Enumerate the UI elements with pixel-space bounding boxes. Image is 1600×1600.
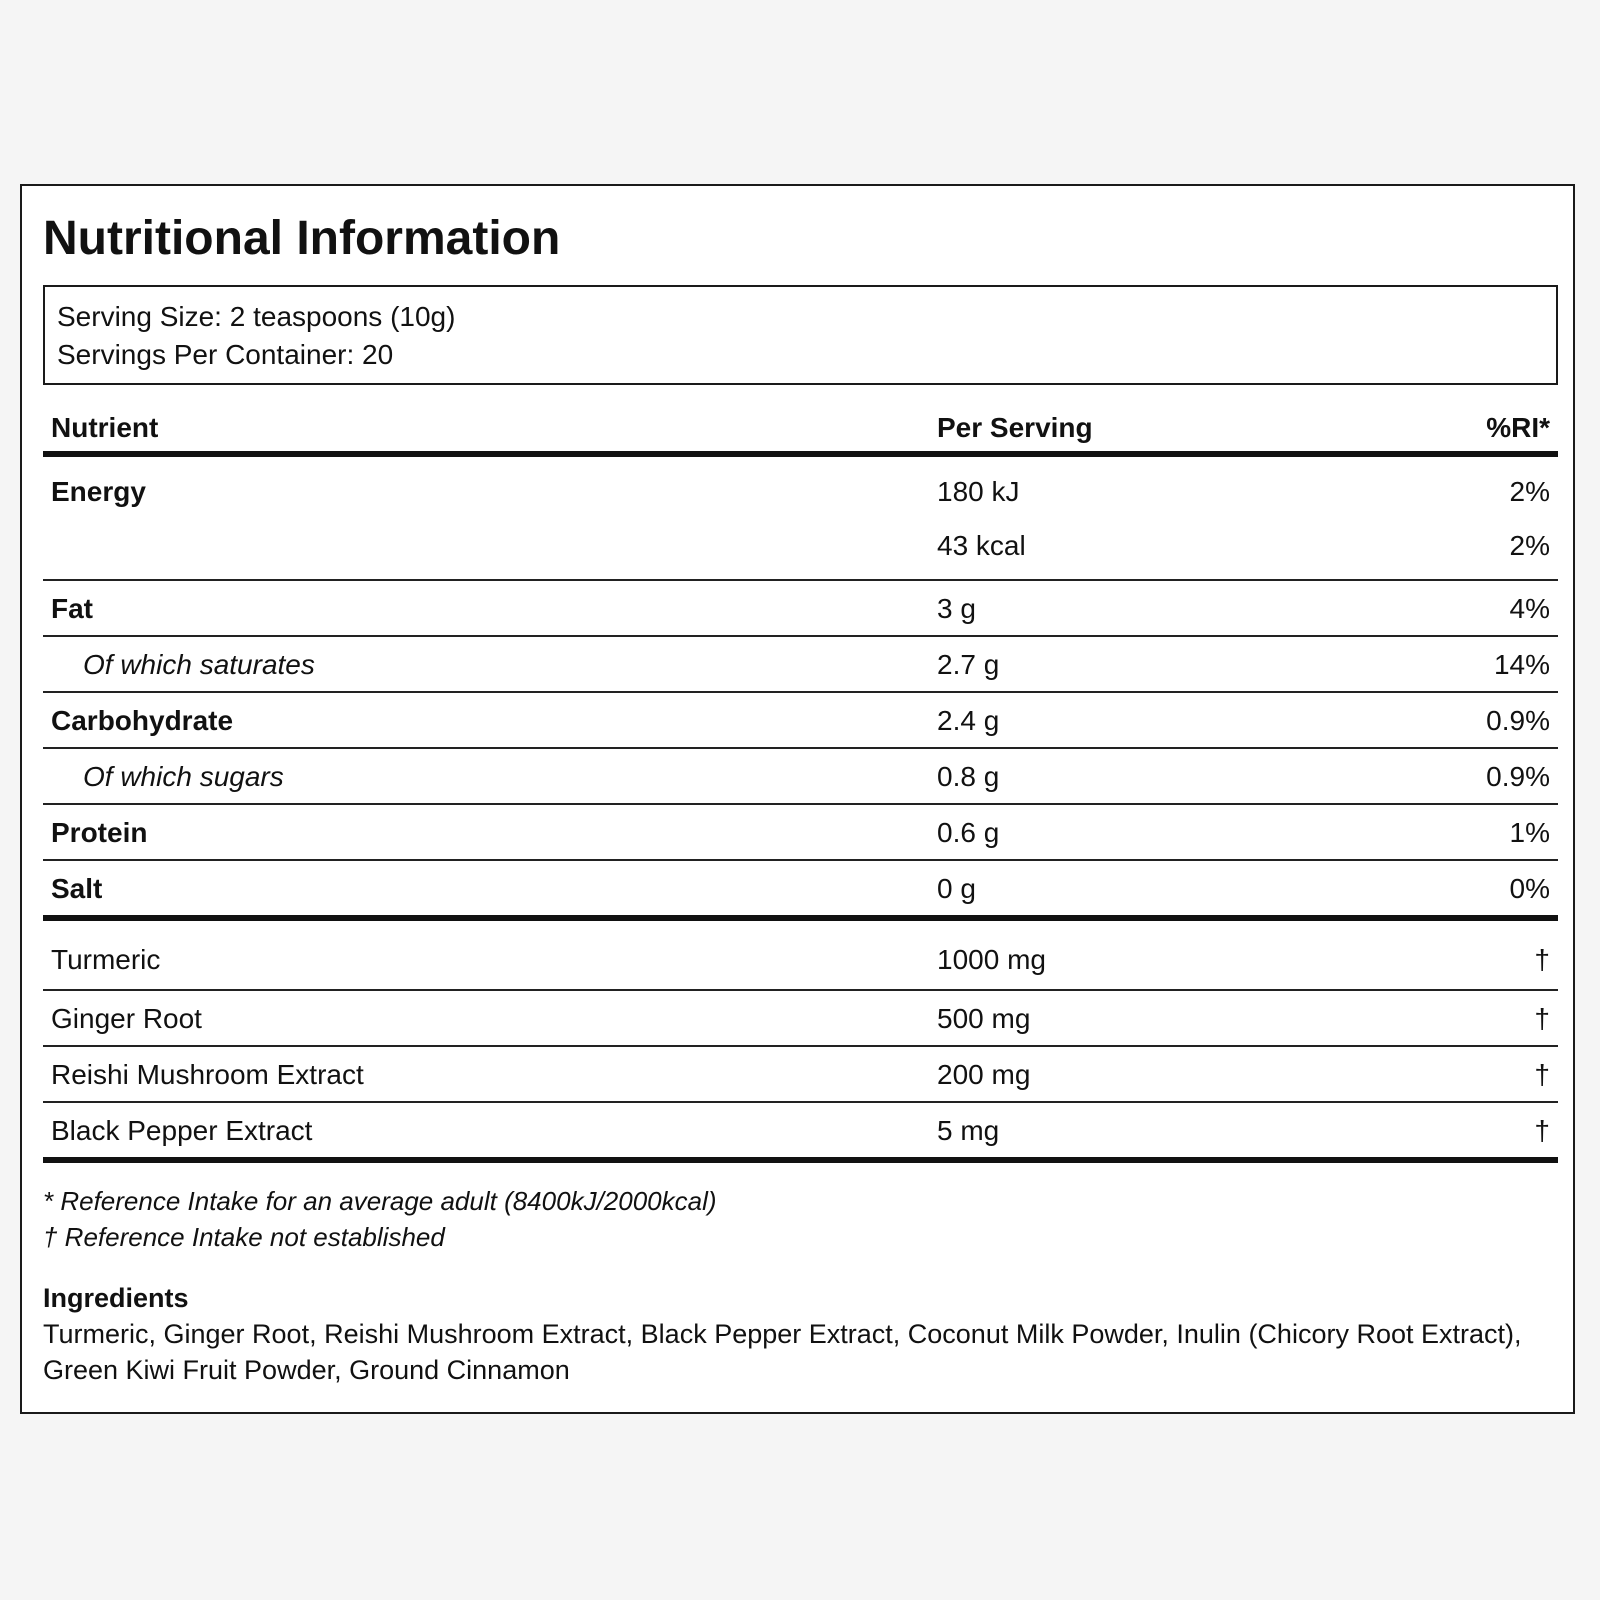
header-nutrient: Nutrient: [51, 412, 159, 443]
nutrient-ri: 1%: [1509, 817, 1550, 848]
nutrition-table: [43, 401, 1558, 1163]
active-ri: †: [1534, 944, 1550, 975]
footnotes: [43, 1183, 717, 1255]
nutrient-name: Salt: [51, 873, 103, 904]
nutrient-name: Protein: [51, 817, 148, 848]
table-row-energy: [43, 457, 1558, 581]
active-ri: †: [1534, 1115, 1550, 1146]
active-name: Black Pepper Extract: [51, 1115, 313, 1146]
dagger-footnote: † Reference Intake not established: [43, 1222, 445, 1252]
nutrient-value: 2.7 g: [937, 649, 1000, 680]
energy-kj-ri: 2%: [1509, 476, 1550, 507]
ingredients-list: Turmeric, Ginger Root, Reishi Mushroom Extract, Black Pepper Extract, Coconut Milk Powder, Inulin (Chicory Root Extract), Green Kiwi Fruit Powder, Ground Cinnamon: [43, 1319, 1522, 1385]
table-row-saturates: [43, 637, 1558, 693]
ri-footnote: * Reference Intake for an average adult (8400kJ/2000kcal): [43, 1186, 717, 1216]
table-row-fat: [43, 581, 1558, 637]
table-row-black-pepper: [43, 1103, 1558, 1163]
table-row-ginger-root: [43, 991, 1558, 1047]
active-value: 200 mg: [937, 1059, 1031, 1090]
active-value: 1000 mg: [937, 944, 1046, 975]
table-row-protein: [43, 805, 1558, 861]
ingredients-heading: Ingredients: [43, 1283, 189, 1313]
table-row-carbohydrate: [43, 693, 1558, 749]
active-ri: †: [1534, 1003, 1550, 1034]
page-title: Nutritional Information: [43, 212, 561, 265]
active-name: Ginger Root: [51, 1003, 202, 1034]
nutrient-name: Of which sugars: [83, 761, 284, 792]
energy-kcal-ri: 2%: [1509, 530, 1550, 561]
table-row-salt: [43, 861, 1558, 921]
nutrient-name: Of which saturates: [83, 649, 315, 680]
header-per-serving: Per Serving: [937, 412, 1093, 443]
table-header: [43, 401, 1558, 457]
active-name: Reishi Mushroom Extract: [51, 1059, 364, 1090]
serving-info-box: [43, 285, 1558, 385]
nutrient-value: 0.6 g: [937, 817, 1000, 848]
active-ri: †: [1534, 1059, 1550, 1090]
nutrient-name: Fat: [51, 593, 93, 624]
nutrient-ri: 14%: [1493, 649, 1550, 680]
active-value: 500 mg: [937, 1003, 1031, 1034]
table-row-reishi: [43, 1047, 1558, 1103]
active-name: Turmeric: [51, 944, 161, 975]
nutrient-value: 0.8 g: [937, 761, 1000, 792]
energy-kj-value: 180 kJ: [937, 476, 1020, 507]
nutrient-name: Carbohydrate: [51, 705, 234, 736]
table-row-turmeric: [43, 921, 1558, 991]
nutrient-ri: 0.9%: [1486, 761, 1550, 792]
table-row-sugars: [43, 749, 1558, 805]
active-value: 5 mg: [937, 1115, 1000, 1146]
nutrient-ri: 4%: [1509, 593, 1550, 624]
energy-kcal-value: 43 kcal: [937, 530, 1026, 561]
nutrient-value: 2.4 g: [937, 705, 1000, 736]
nutrient-ri: 0%: [1509, 873, 1550, 904]
nutrient-value: 3 g: [937, 593, 976, 624]
nutrient-ri: 0.9%: [1486, 705, 1550, 736]
serving-size: Serving Size: 2 teaspoons (10g): [57, 301, 456, 332]
servings-per-container: Servings Per Container: 20: [57, 339, 394, 370]
nutrient-value: 0 g: [937, 873, 976, 904]
nutrient-name: Energy: [51, 476, 146, 507]
nutrition-label: [20, 184, 1575, 1414]
header-ri: %RI*: [1486, 412, 1550, 443]
